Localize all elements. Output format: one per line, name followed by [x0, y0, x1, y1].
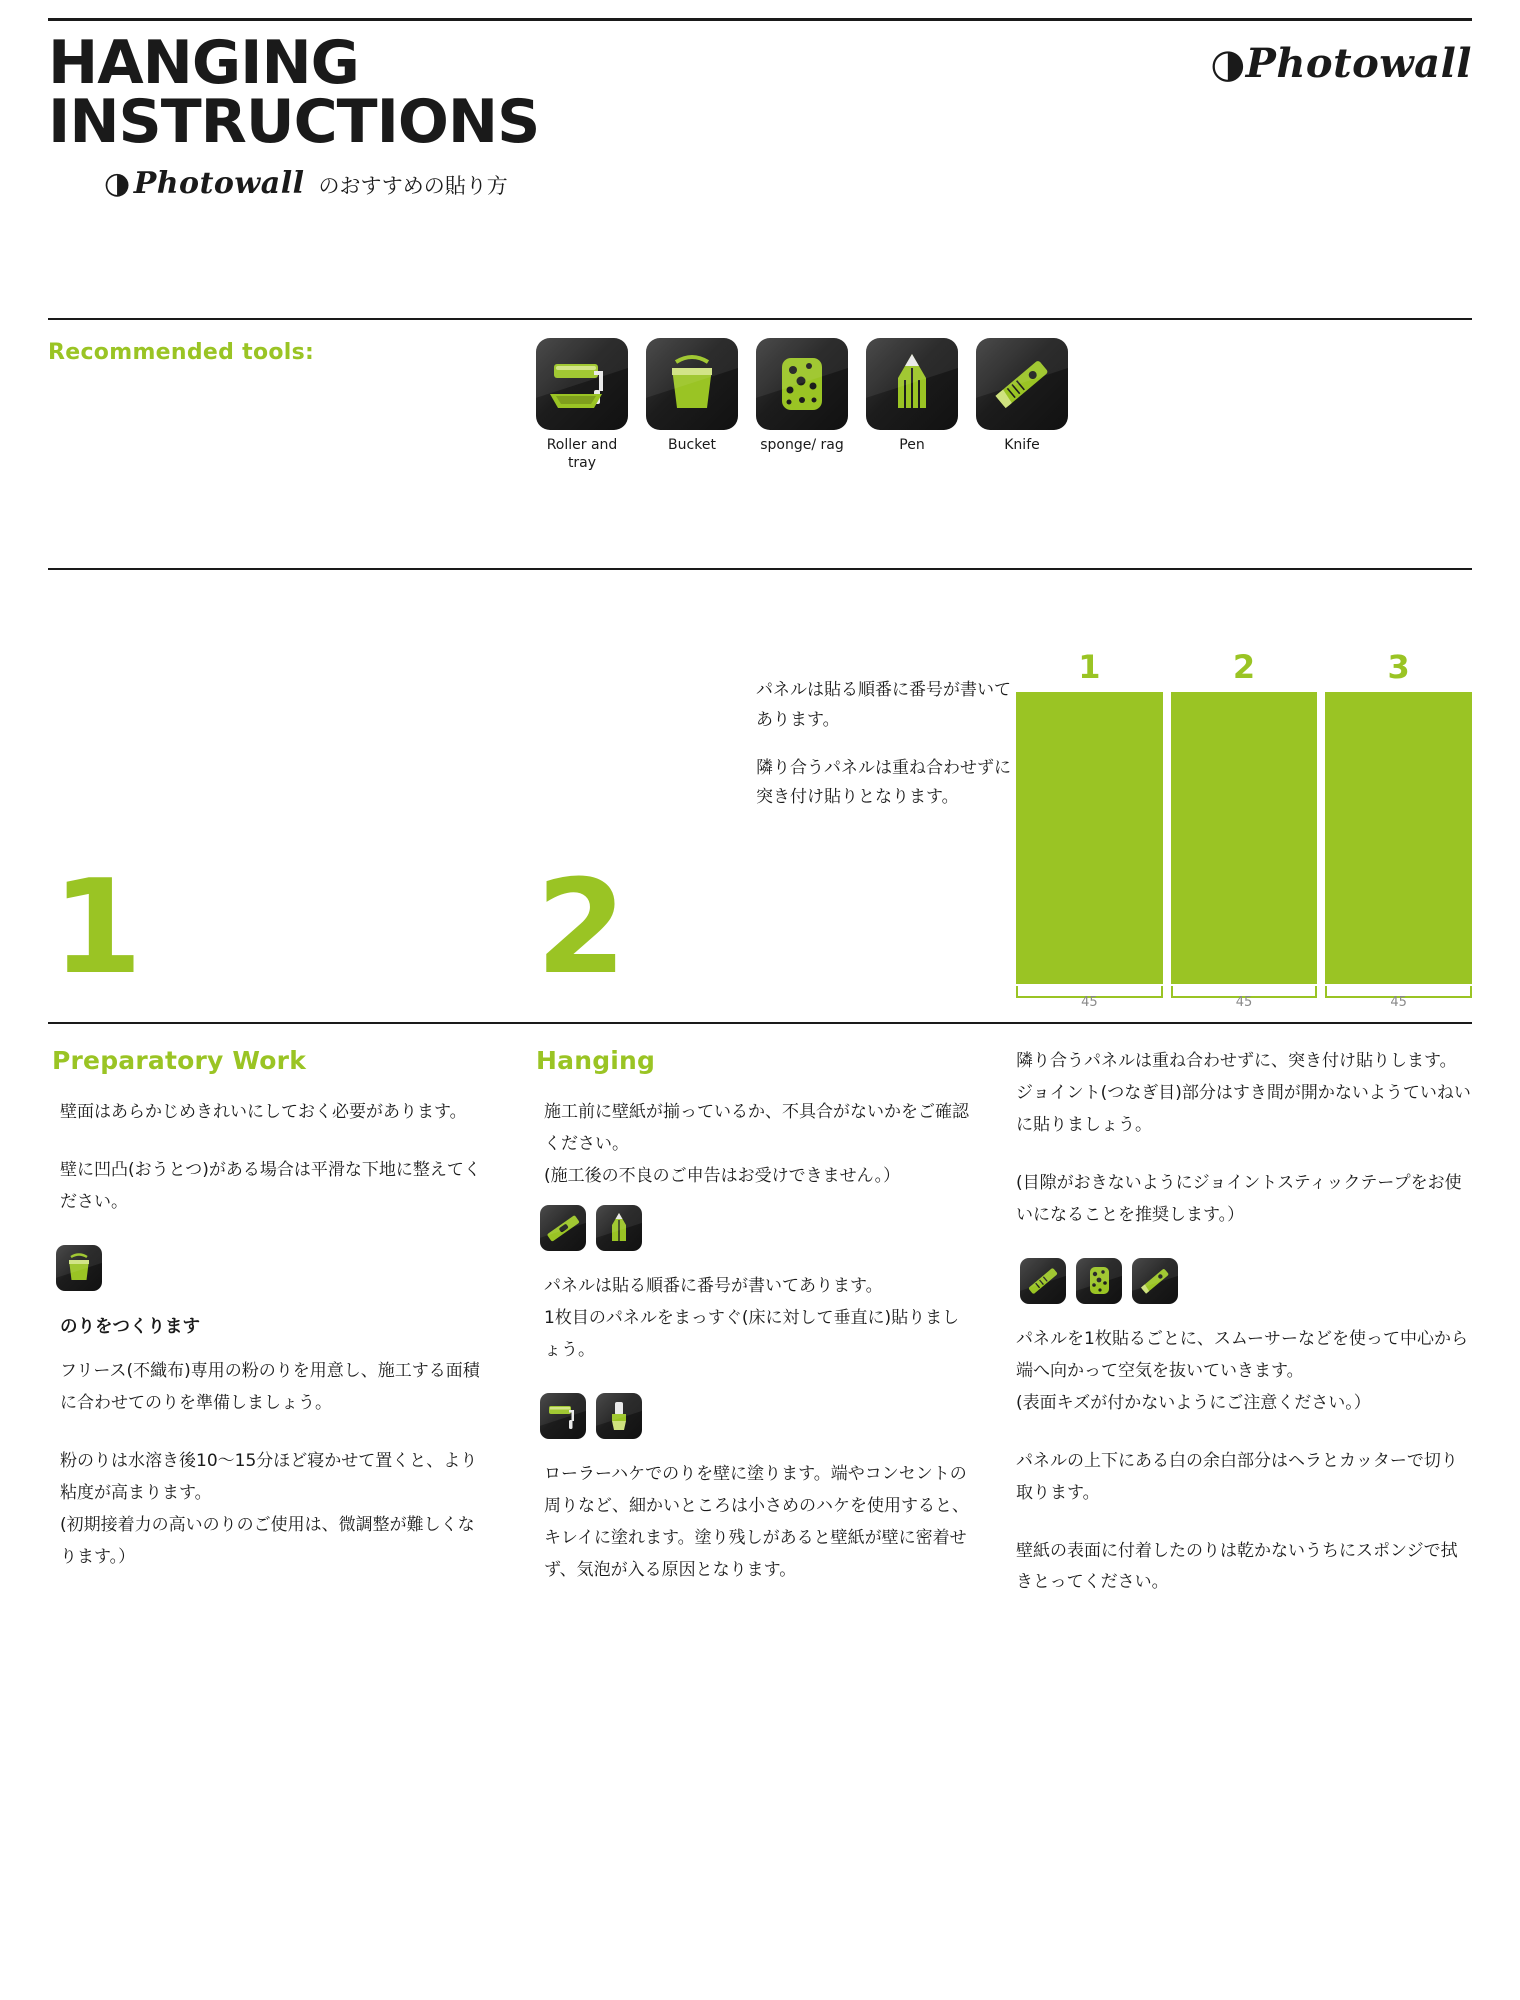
- brand-wordmark-small: [104, 166, 305, 201]
- panel-number: 3: [1387, 648, 1410, 686]
- step-number-2: 2: [536, 851, 627, 1003]
- panel-number: 2: [1232, 648, 1256, 686]
- panel-diagram: [1016, 648, 1472, 1014]
- tool-caption: Knife: [1004, 437, 1040, 453]
- panel-number: 1: [1078, 648, 1101, 686]
- sponge-rag-icon: [756, 338, 848, 430]
- panel-note-1: パネルは貼る順番に番号が書いてあります。: [756, 680, 1011, 730]
- brand-logo: [1210, 40, 1472, 87]
- column3-icons: [1020, 1258, 1472, 1304]
- tool-caption: Pen: [899, 437, 925, 453]
- panel-box: [1325, 692, 1472, 984]
- paint-roller-and-tray-icon: [536, 338, 628, 430]
- column2-icons-a: [540, 1205, 976, 1251]
- panel-box: [1016, 692, 1163, 984]
- knife-icon: [976, 338, 1068, 430]
- panel-boxes: [1016, 692, 1472, 984]
- column3-paragraph-5: パネルの上下にある白の余白部分はヘラとカッターで切り取ります。: [1016, 1450, 1458, 1503]
- column2-paragraph-4: 1枚目のパネルをまっすぐ(床に対して垂直に)貼りましょう。: [544, 1307, 960, 1360]
- subtitle-row: [104, 166, 1472, 201]
- sponge-icon: [1076, 1258, 1122, 1304]
- pencil-icon: [596, 1205, 642, 1251]
- column1-paragraph-5: (初期接着力の高いのりのご使用は、微調整が難しくなります。）: [60, 1514, 475, 1567]
- panel-diagram-note: [756, 676, 1016, 831]
- recommended-tools-row: [536, 338, 1068, 472]
- recommended-tools-label: Recommended tools:: [48, 340, 315, 365]
- panel-numbers: [1016, 648, 1472, 686]
- tools-divider-bottom: [48, 568, 1472, 570]
- photowall-mark-icon: ◑: [104, 165, 131, 201]
- panel-dimensions: [1016, 986, 1472, 1014]
- bucket-icon: [56, 1245, 102, 1291]
- tool-bucket: [646, 338, 738, 472]
- column3-paragraph-4: (表面キズが付かないようにご注意ください。）: [1016, 1392, 1371, 1413]
- column3-paragraph-1: 隣り合うパネルは重ね合わせずに、突き付け貼りします。ジョイント(つなぎ目)部分はすき間が開かないようていねいに貼りましょう。: [1016, 1051, 1471, 1135]
- column1-paragraph-2: 壁に凹凸(おうとつ)がある場合は平滑な下地に整えてください。: [60, 1159, 481, 1212]
- brush-icon: [596, 1393, 642, 1439]
- bucket-icon: [646, 338, 738, 430]
- panel-dimension: [1171, 986, 1318, 1014]
- body-divider: [48, 1022, 1472, 1024]
- photowall-mark-icon-large: ◑: [1210, 41, 1246, 87]
- step-number-1: 1: [52, 851, 143, 1003]
- tool-caption: Roller and tray: [546, 437, 618, 471]
- column3-paragraph-3: パネルを1枚貼るごとに、スムーサーなどを使って中心から端へ向かって空気を抜いていきます。: [1016, 1328, 1468, 1381]
- column2-icons-b: [540, 1393, 976, 1439]
- tool-sponge: [756, 338, 848, 472]
- column1-paragraph-4: 粉のりは水溶き後10〜15分ほど寝かせて置くと、より粘度が高まります。: [60, 1450, 478, 1503]
- column1-bold-line: のりをつくります: [60, 1316, 200, 1337]
- knife-icon: [1132, 1258, 1178, 1304]
- tool-pen: [866, 338, 958, 472]
- column-hanging: [536, 1046, 976, 1587]
- page-title-line2: INSTRUCTIONS: [48, 86, 540, 157]
- brand-name: Photowall: [1245, 40, 1472, 87]
- brand-name-small: Photowall: [133, 165, 305, 201]
- column2-paragraph-2: (施工後の不良のご申告はお受けできません。）: [544, 1165, 901, 1186]
- panel-dimension-label: 45: [1390, 995, 1407, 1010]
- header-divider: [48, 18, 1472, 21]
- panel-dimension-label: 45: [1235, 995, 1253, 1010]
- column2-paragraph-5: ローラーハケでのりを壁に塗ります。端やコンセントの周りなど、細かいところは小さめのハケを使用すると、キレイに塗れます。塗り残しがあると壁紙が壁に密着せず、気泡が入る原因となります。: [544, 1463, 969, 1580]
- column-joining: [1016, 1046, 1472, 1599]
- column-preparatory-work: [52, 1046, 482, 1573]
- panel-box: [1171, 692, 1318, 984]
- tool-knife: [976, 338, 1068, 472]
- column2-paragraph-1: 施工前に壁紙が揃っているか、不具合がないかをご確認ください。: [544, 1102, 969, 1154]
- tool-roller-and-tray: [536, 338, 628, 472]
- tools-divider-top: [48, 318, 1472, 320]
- column3-paragraph-2: (目隙がおきないようにジョイントスティックテープをお使いになることを推奨します。）: [1016, 1172, 1462, 1225]
- column1-paragraph-3: フリース(不織布)専用の粉のりを用意し、施工する面積に合わせてのりを準備しましょう。: [60, 1360, 480, 1413]
- tool-caption: sponge/ rag: [760, 437, 844, 453]
- panel-dimension: [1016, 986, 1163, 1014]
- column1-icons: [56, 1245, 482, 1291]
- column1-heading: Preparatory Work: [52, 1046, 307, 1075]
- page-title-line1: HANGING: [48, 28, 359, 98]
- panel-dimension-label: 45: [1081, 995, 1098, 1010]
- column1-paragraph-1: 壁面はあらかじめきれいにしておく必要があります。: [60, 1102, 467, 1122]
- column3-paragraph-6: 壁紙の表面に付着したのりは乾かないうちにスポンジで拭きとってください。: [1016, 1540, 1458, 1593]
- column2-paragraph-3: パネルは貼る順番に番号が書いてあります。: [544, 1275, 883, 1296]
- level-icon: [540, 1205, 586, 1251]
- tool-caption: Bucket: [668, 437, 716, 453]
- paint-roller-icon: [540, 1393, 586, 1439]
- column2-heading: Hanging: [536, 1046, 656, 1075]
- smoother-icon: [1020, 1258, 1066, 1304]
- panel-dimension: [1325, 986, 1472, 1014]
- pencil-icon: [866, 338, 958, 430]
- subtitle-japanese: のおすすめの貼り方: [318, 173, 508, 198]
- panel-note-2: 隣り合うパネルは重ね合わせずに突き付け貼りとなります。: [756, 757, 1011, 808]
